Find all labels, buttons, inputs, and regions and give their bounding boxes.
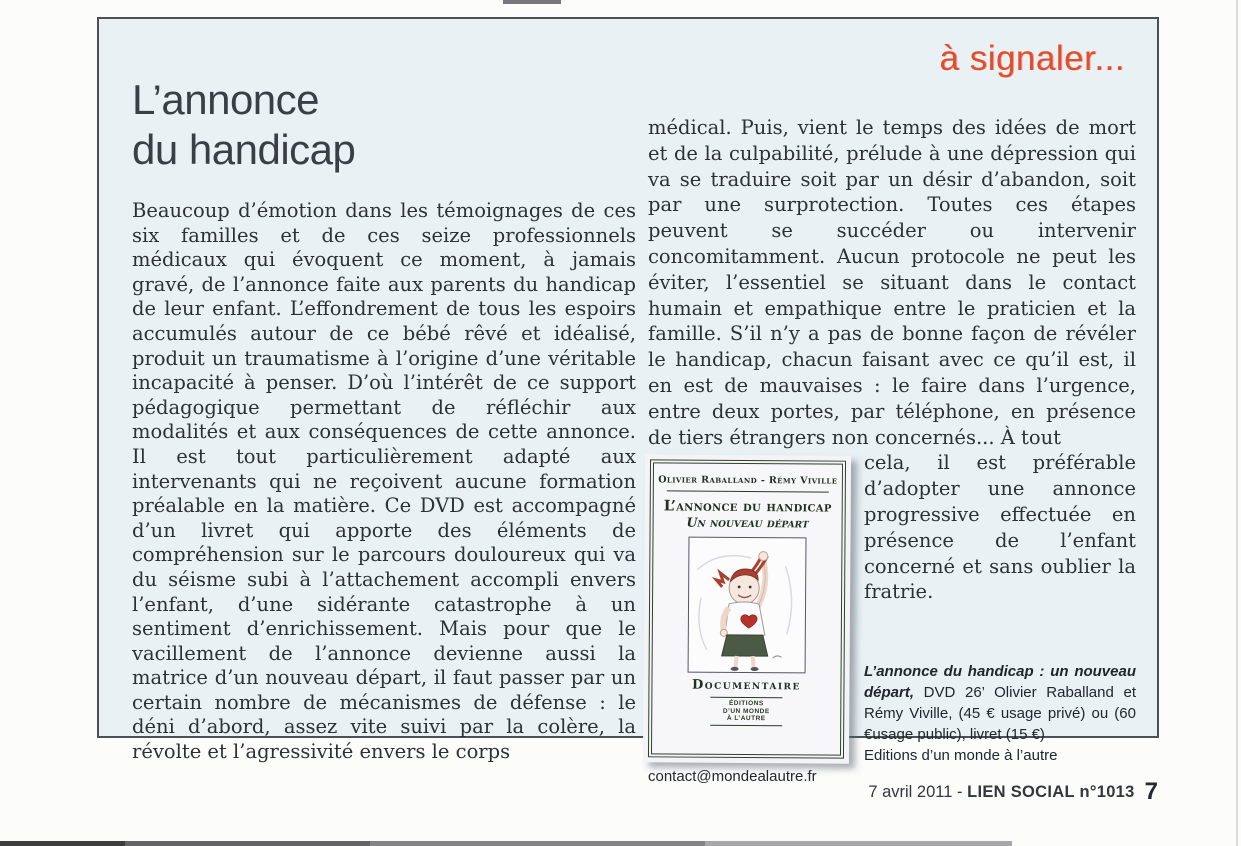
dvd-cover-frame bbox=[651, 463, 843, 756]
article-column-left bbox=[132, 199, 636, 765]
article-column-right bbox=[648, 115, 1136, 787]
caption-title: L’annonce du handicap : un nouveau départ, bbox=[864, 663, 1136, 702]
dvd-publisher-line3: À L’AUTRE bbox=[726, 715, 766, 723]
dvd-genre: Documentaire bbox=[691, 677, 801, 694]
footer-page-number: 7 bbox=[1144, 778, 1158, 805]
footer-date: 7 avril 2011 - bbox=[868, 783, 968, 801]
dvd-subtitle: Un nouveau départ bbox=[686, 514, 809, 531]
dvd-rule bbox=[667, 491, 829, 493]
dvd-cover bbox=[643, 455, 851, 764]
article-title-line2: du handicap bbox=[132, 126, 356, 173]
article-panel bbox=[97, 17, 1159, 786]
article-paragraph-right-top: médical. Puis, vient le temps des idées de mort et de la culpabilité, prélude à une dépression qui va se traduire soit par un désir d’abandon, soit par une surprotection. Toutes ces étapes peuvent se succéder ou intervenir concomitamment. Aucun protocole ne peut les éviter, l’essentiel se situant dans le contact humain et empathique entre le praticien et la famille. S’il n’y a pas de bonne façon de révéler le handicap, chacun faisant avec ce qu’il est, il en est de mauvaises : le faire dans l’urgence, entre deux portes, par téléphone, en présence de tiers étrangers non concernés... À tout bbox=[648, 116, 1136, 449]
article-title-line1: L’annonce bbox=[132, 76, 320, 123]
footer-issue: LIEN SOCIAL n°1013 bbox=[967, 783, 1135, 801]
article-paragraph-left: Beaucoup d’émotion dans les témoignages de ces six familles et de ces seize professionnels médicaux qui évoquent ce moment, à jamais gravé, de l’annonce faite aux parents du handicap de leur enfant. L’effondrement de tous les espoirs accumulés autour de ce bébé rêvé et idéalisé, produit un traumatisme à l’origine d’une véritable incapacité à penser. D’où l’intérêt de ce support pédagogique permettant de réfléchir aux modalités et aux conséquences de cette annonce. Il est tout particulièrement adapté aux intervenants qui ne reçoivent aucune formation préalable en la matière. Ce DVD est accompagné d’un livret qui apporte des éléments de compréhension sur le parcours douloureux qui va du séisme subi à l’attachement accompli envers l’enfant, d’une sidérante catastrophe à un sentiment d’enrichissement. Mais pour que le vacillement de l’annonce devienne aussi la matrice d’un nouveau départ, il faut passer par un certain nombre de mécanismes de défense : le déni d’abord, assez vite suivi par la colère, la révolte et l’agressivité envers le corps bbox=[132, 199, 636, 764]
page-footer bbox=[868, 778, 1158, 806]
child-sketch-illustration bbox=[688, 537, 807, 674]
dvd-publisher-line2: D’UN MONDE bbox=[722, 707, 770, 716]
caption-publisher: Editions d’un monde à l’autre bbox=[864, 747, 1058, 765]
dvd-publisher-logo bbox=[710, 697, 782, 726]
section-header: à signaler... bbox=[939, 39, 1125, 78]
image-wrap-zone bbox=[648, 450, 1136, 787]
dvd-authors: Olivier Raballand - Rémy Viville bbox=[658, 474, 838, 487]
scan-artifact-bottom bbox=[0, 841, 1012, 846]
article-paragraph-right-wrap: cela, il est préférable d’adopter une annonce progressive effectuée en présence de l’enfant concerné et sans oublier la fratrie. bbox=[864, 451, 1136, 604]
caption-contact: contact@mondealautre.fr bbox=[648, 768, 817, 786]
scan-artifact-top bbox=[503, 0, 561, 4]
caption-details: DVD 26’ Olivier Raballand et Rémy Viville, (45 € usage privé) ou (60 €usage public), livret (15 €) bbox=[864, 684, 1136, 744]
article-title bbox=[132, 75, 355, 175]
scan-artifact-right bbox=[1236, 0, 1238, 846]
dvd-publisher-line1: ÉDITIONS bbox=[728, 700, 764, 708]
dvd-title: L’annonce du handicap bbox=[663, 497, 832, 516]
